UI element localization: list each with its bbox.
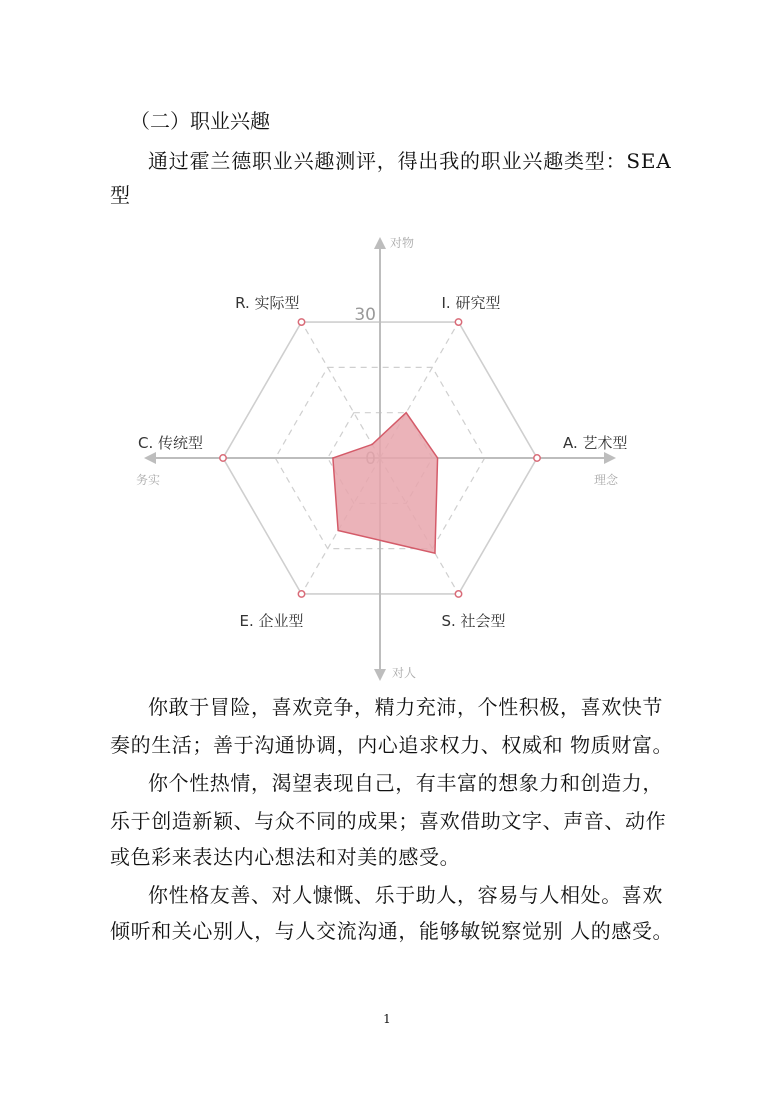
arrow-down-icon [374, 669, 386, 681]
label-realistic: R. 实际型 [235, 294, 300, 313]
label-social: S. 社会型 [441, 611, 506, 630]
radar-vertex-marker [534, 455, 540, 461]
paragraph-enterprising-line-2: 奏的生活；善于沟通协调，内心追求权力、权威和 物质财富。 [110, 733, 674, 757]
paragraph-social-line-1: 你性格友善、对人慷慨、乐于助人，容易与人相处。喜欢 [148, 883, 663, 907]
label-investigative: I. 研究型 [441, 294, 501, 313]
intro-line-1: 通过霍兰德职业兴趣测评，得出我的职业兴趣类型：SEA [148, 149, 672, 173]
direction-label-bottom: 对人 [392, 666, 417, 680]
arrow-right-icon [604, 452, 616, 464]
holland-radar-chart [100, 225, 660, 685]
paragraph-enterprising-line-1: 你敢于冒险，喜欢竞争，精力充沛，个性积极，喜欢快节 [148, 695, 663, 719]
paragraph-social-line-2: 倾听和关心别人，与人交流沟通，能够敏锐察觉别 人的感受。 [110, 919, 674, 943]
radar-spoke [302, 322, 381, 458]
radar-vertex-marker [220, 455, 226, 461]
arrow-left-icon [144, 452, 156, 464]
direction-label-top: 对物 [390, 236, 415, 250]
paragraph-artistic-line-1: 你个性热情，渴望表现自己，有丰富的想象力和创造力， [148, 771, 663, 795]
label-conventional: C. 传统型 [137, 434, 203, 452]
label-artistic: A. 艺术型 [563, 434, 628, 452]
paragraph-artistic-line-3: 或色彩来表达内心想法和对美的感受。 [110, 845, 461, 869]
intro-line-2: 型 [110, 183, 130, 207]
radar-vertex-marker [298, 319, 304, 325]
direction-label-right: 理念 [594, 473, 619, 487]
direction-label-left: 务实 [136, 473, 161, 487]
radar-data-area [333, 413, 438, 553]
page-number: 1 [383, 1012, 391, 1026]
paragraph-artistic-line-2: 乐于创造新颖、与众不同的成果；喜欢借助文字、声音、动作 [110, 809, 667, 833]
arrow-up-icon [374, 237, 386, 249]
radar-max-tick: 30 [354, 305, 376, 326]
section-heading: （二）职业兴趣 [130, 109, 270, 133]
radar-vertex-marker [298, 591, 304, 597]
radar-vertex-marker [455, 591, 461, 597]
radar-vertex-marker [455, 319, 461, 325]
label-enterprising: E. 企业型 [239, 611, 304, 630]
